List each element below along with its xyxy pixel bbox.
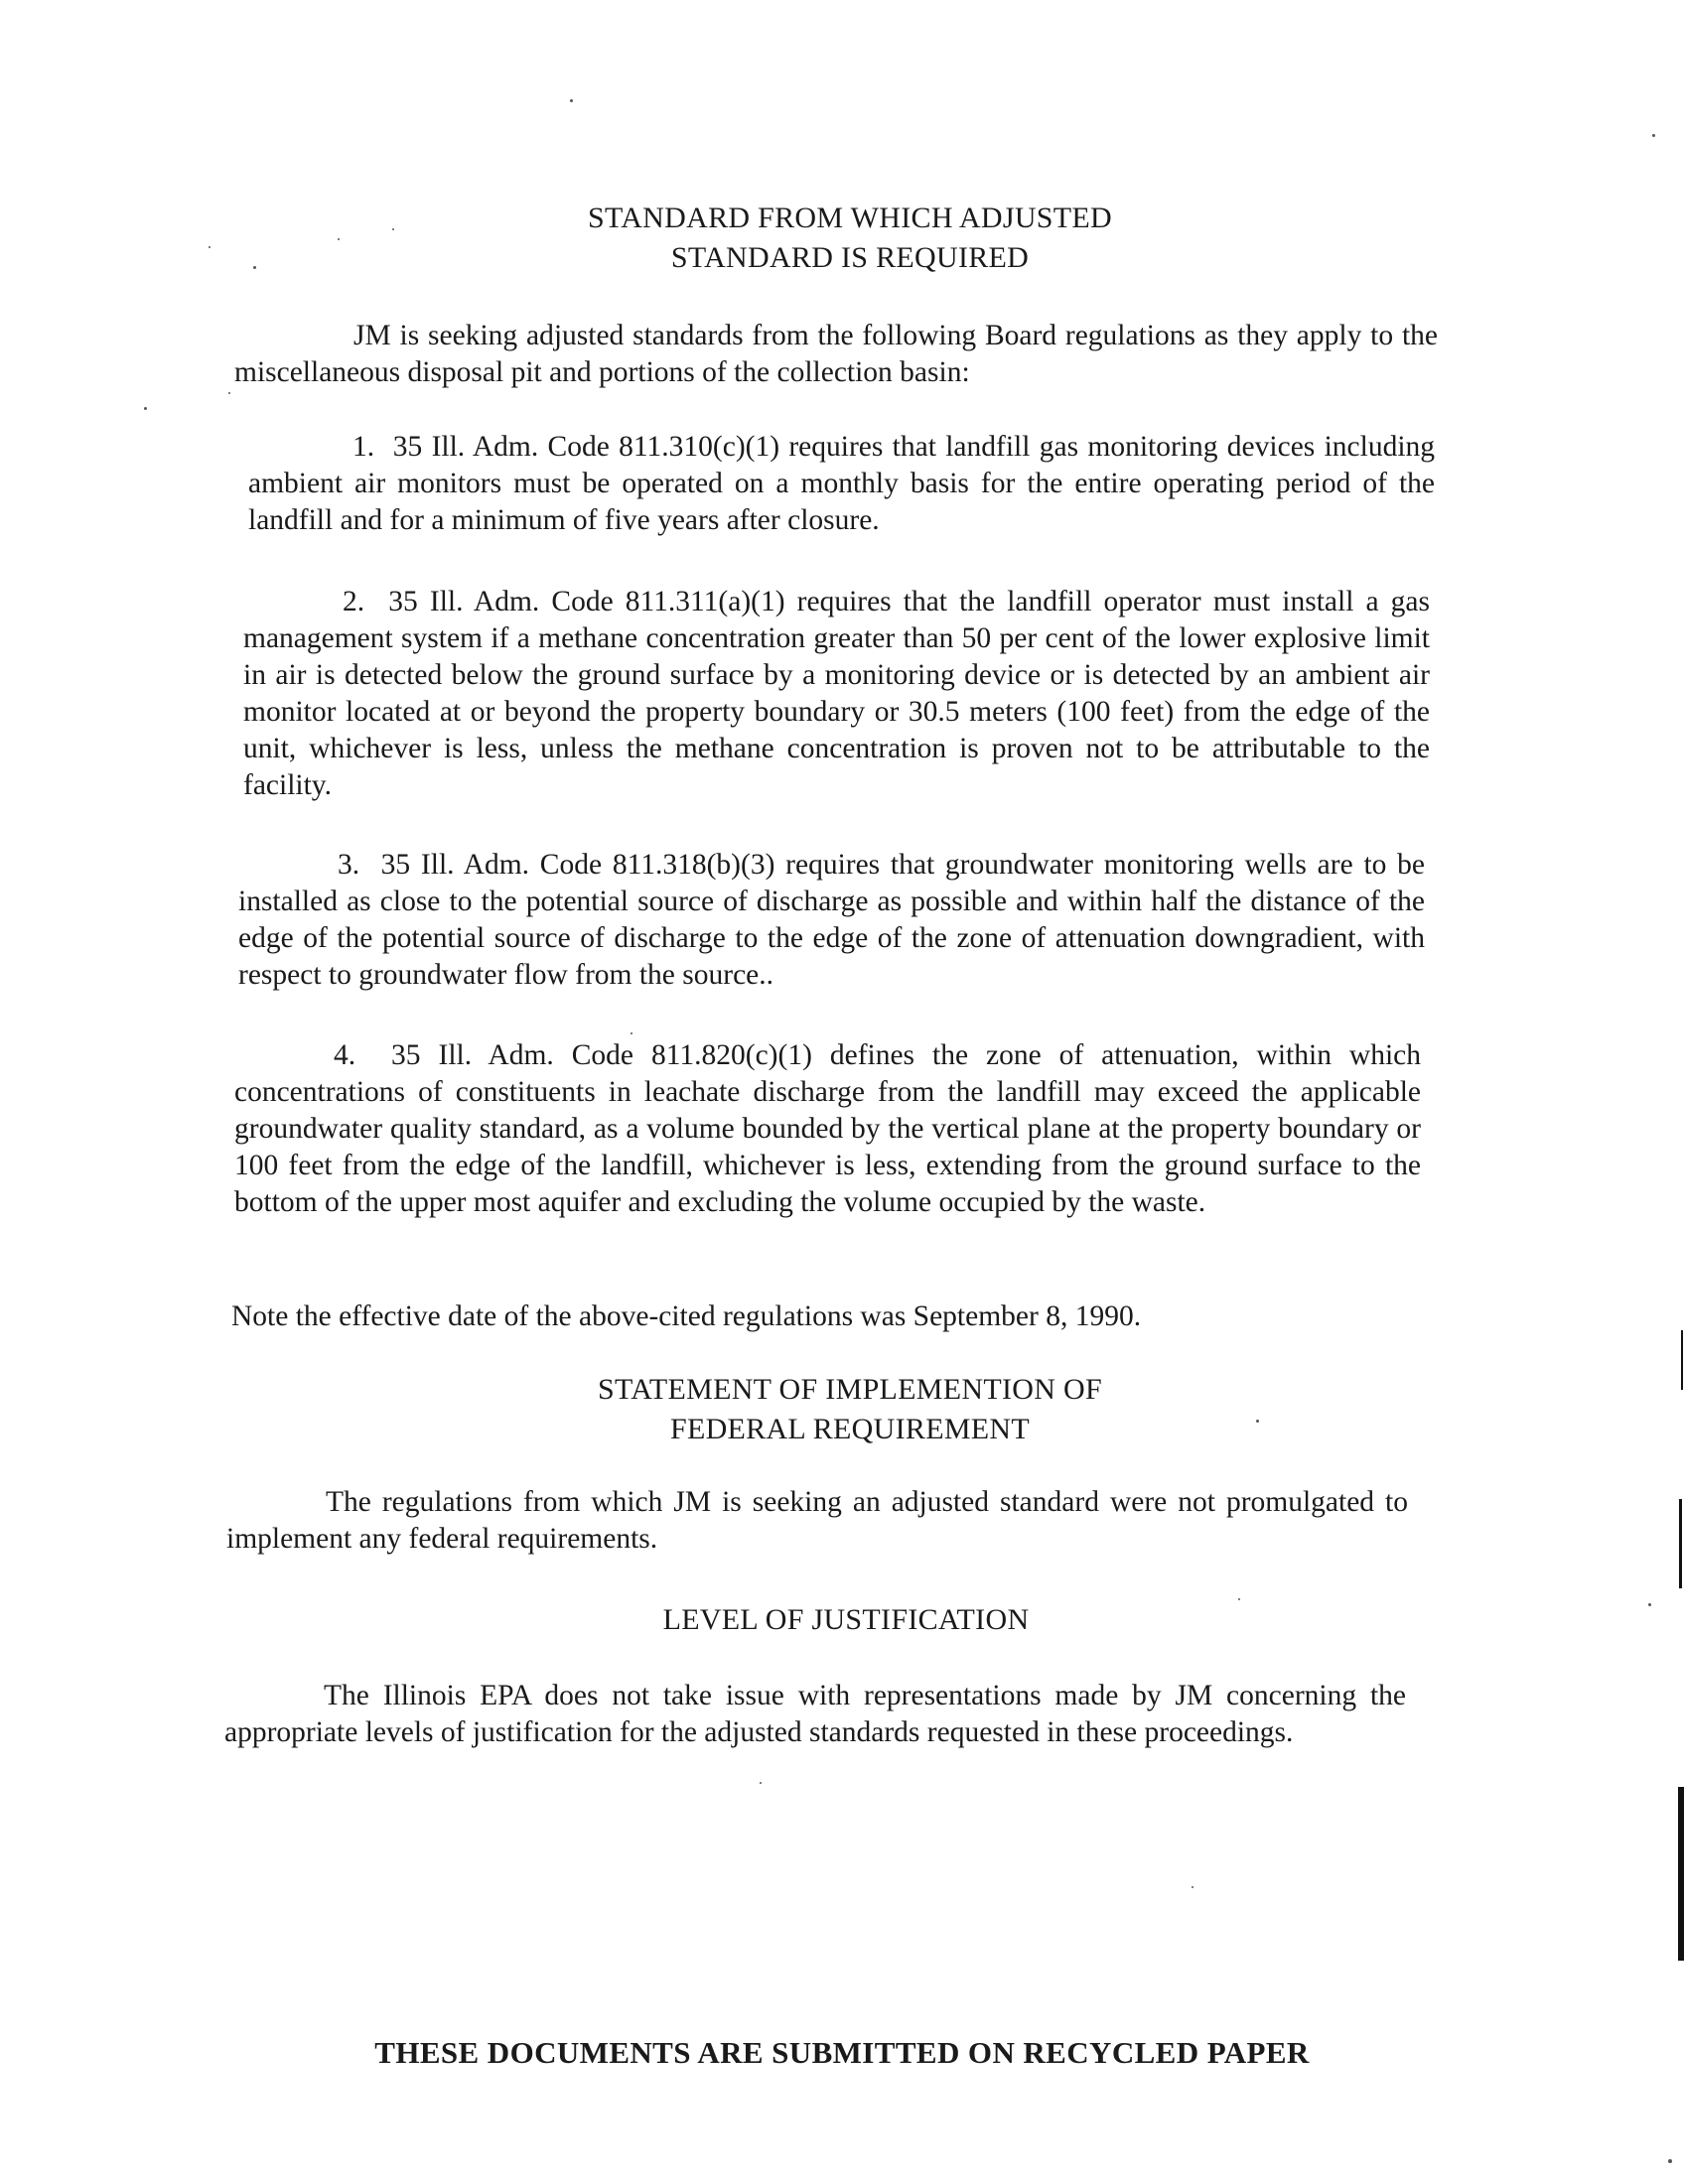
list-item	[248, 429, 1435, 539]
list-item-number: 3.	[338, 849, 360, 881]
federal-requirement-paragraph	[226, 1484, 1408, 1558]
section-heading-line: STANDARD FROM WHICH ADJUSTED	[588, 202, 1112, 234]
effective-date-note: Note the effective date of the above-cited regulations was September 8, 1990.	[231, 1300, 1142, 1332]
list-item-number: 2.	[343, 586, 365, 617]
list-item-text: 35 Ill. Adm. Code 811.318(b)(3) requires that groundwater monitoring wells are to be installed as close to the potential source of discharge as possible and within half the distance of the edge of the potential source of discharge to the edge of the zone of attenuation downgradient, with respect to groundwater flow from the source..	[238, 849, 1425, 991]
section-heading-justification	[4, 1600, 1684, 1640]
section-heading-standard	[8, 199, 1684, 278]
section-heading-line: FEDERAL REQUIREMENT	[669, 1413, 1031, 1445]
list-item	[234, 1037, 1421, 1221]
section-heading-line: LEVEL OF JUSTIFICATION	[662, 1603, 1030, 1636]
section-heading-federal	[8, 1370, 1684, 1449]
list-item-number: 1.	[352, 431, 375, 463]
list-item	[238, 847, 1425, 994]
section-heading-line: STANDARD IS REQUIRED	[670, 241, 1030, 274]
list-item-text: 35 Ill. Adm. Code 811.311(a)(1) requires that the landfill operator must install a gas management system if a methane concentration greater than 50 per cent of the lower explosive limit in air is detected below the ground surface by a monitoring device or is detected by an ambient air monitor located at or beyond the property boundary or 30.5 meters (100 feet) from the edge of the unit, whichever is less, unless the methane concentration is proven not to be attributable to the facility.	[243, 586, 1430, 801]
list-item	[243, 584, 1430, 804]
list-item-number: 4.	[334, 1039, 356, 1071]
intro-text: JM is seeking adjusted standards from the following Board regulations as they apply to the miscellaneous disposal pit and portions of the collection basin:	[234, 320, 1438, 388]
section-heading-line: STATEMENT OF IMPLEMENTION OF	[598, 1373, 1102, 1406]
intro-paragraph	[234, 318, 1438, 391]
list-item-text: 35 Ill. Adm. Code 811.310(c)(1) requires that landfill gas monitoring devices including ambient air monitors must be operated on a monthly basis for the entire operating period of the landfill and for a minimum of five years after closure.	[248, 431, 1436, 536]
justification-paragraph	[224, 1678, 1406, 1751]
justification-text: The Illinois EPA does not take issue with representations made by JM concerning the appropriate levels of justification for the adjusted standards requested in these proceedings.	[224, 1680, 1406, 1748]
recycled-paper-footer: THESE DOCUMENTS ARE SUBMITTED ON RECYCLED PAPER	[374, 2035, 1310, 2070]
list-item-text: 35 Ill. Adm. Code 811.820(c)(1) defines the zone of attenuation, within which concentrations of constituents in leachate discharge from the landfill may exceed the applicable groundwater quality standard, as a volume bounded by the vertical plane at the property boundary or 100 feet from the edge of the landfill, whichever is less, extending from the ground surface to the bottom of the upper most aquifer and excluding the volume occupied by the waste.	[234, 1039, 1421, 1218]
federal-requirement-text: The regulations from which JM is seeking an adjusted standard were not promulgated to implement any federal requirements.	[226, 1486, 1408, 1555]
